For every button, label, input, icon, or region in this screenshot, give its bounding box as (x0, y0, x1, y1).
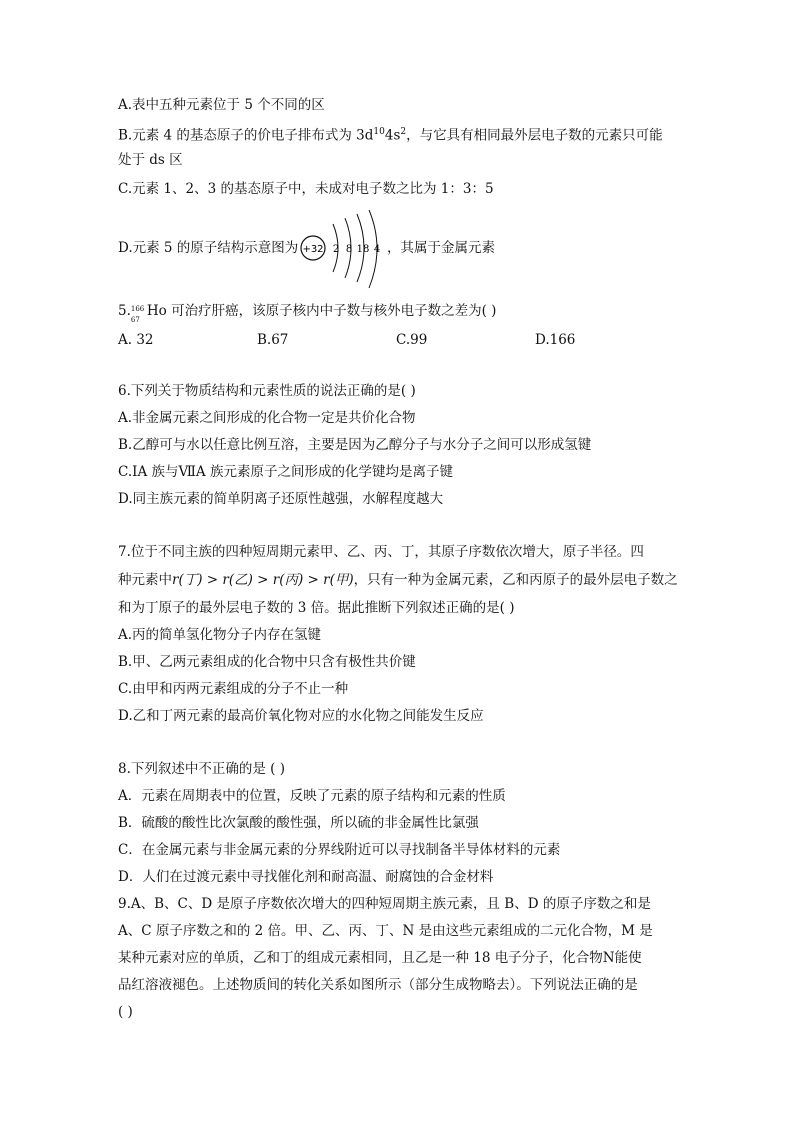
q4-option-d-suffix: ，其属于金属元素 (387, 240, 495, 256)
q6-option-d: D.同主族元素的简单阴离子还原性越强，水解程度越大 (118, 491, 444, 507)
isotope-notation (130, 301, 147, 324)
shell-electrons-4: 4 (373, 244, 381, 255)
q7-stem-line-2 (118, 570, 678, 590)
q5-stem-text: 可治疗肝癌，该原子核内中子数与核外电子数之差为( ) (166, 303, 497, 319)
q5-option-a: A. 32 (118, 332, 154, 348)
q9-stem-line-2: A、C 原子序数之和的 2 倍。甲、乙、丙、丁、N 是由这些元素组成的二元化合物，M 是 (118, 923, 653, 939)
q5-option-b: B.67 (257, 332, 289, 348)
q9-stem-line-4: 品红溶液褪色。上述物质间的转化关系如图所示（部分生成物略去）。下列说法正确的是 (118, 977, 638, 993)
q7-stem-line-1: 7.位于不同主族的四种短周期元素甲、乙、丙、丁，其原子序数依次增大，原子半径。四 (118, 544, 644, 560)
q7-option-b: B.甲、乙两元素组成的化合物中只含有极性共价键 (118, 654, 416, 670)
q6-option-a: A.非金属元素之间形成的化合物一定是共价化合物 (118, 410, 416, 426)
shell-electrons-3: 18 (356, 244, 370, 255)
mass-number: 166 (130, 305, 145, 313)
q4-option-d-prefix: D.元素 5 的原子结构示意图为 (118, 240, 299, 256)
q9-stem-line-1: 9.A、B、C、D 是原子序数依次增大的四种短周期主族元素，且 B、D 的原子序数之和是 (118, 896, 651, 912)
q7-stem-text: ，只有一种为金属元素，乙和丙原子的最外层电子数之 (353, 572, 678, 588)
q9-stem-line-5: ( ) (118, 1004, 133, 1020)
q7-option-c: C.由甲和丙两元素组成的分子不止一种 (118, 681, 349, 697)
q8-stem: 8.下列叙述中不正确的是 ( ) (118, 761, 285, 777)
q4-option-c: C.元素 1、2、3 的基态原子中，未成对电子数之比为 1：3：5 (118, 181, 494, 197)
q7-stem-line-3: 和为丁原子的最外层电子数的 3 倍。据此推断下列叙述正确的是( ) (118, 600, 515, 616)
question-number: 5. (118, 303, 131, 319)
q8-option-d: D．人们在过渡元素中寻找催化剂和耐高温、耐腐蚀的合金材料 (118, 869, 494, 885)
q5-option-c: C.99 (396, 332, 428, 348)
q6-option-b: B.乙醇可与水以任意比例互溶，主要是因为乙醇分子与水分子之间可以形成氢键 (118, 437, 592, 453)
q6-stem: 6.下列关于物质结构和元素性质的说法正确的是( ) (118, 383, 416, 399)
radius-inequality: r(丁) > r(乙) > r(丙) > r(甲) (172, 572, 354, 588)
q7-option-a: A.丙的简单氢化物分子内存在氢键 (118, 627, 322, 643)
q4-option-b (118, 122, 663, 146)
superscript: 10 (373, 127, 385, 137)
q4-option-b-text: ，与它具有相同最外层电子数的元素只可能 (406, 127, 663, 144)
element-symbol: Ho (146, 303, 167, 319)
atomic-number: 67 (130, 316, 140, 324)
q8-option-c: C．在金属元素与非金属元素的分界线附近可以寻找制备半导体材料的元素 (118, 842, 561, 858)
nucleus-charge: +32 (302, 244, 324, 255)
superscript: 2 (400, 127, 407, 137)
q5-stem (118, 301, 497, 324)
q7-option-d: D.乙和丁两元素的最高价氧化物对应的水化物之间能发生反应 (118, 708, 484, 724)
q6-option-c: C.ⅠA 族与ⅦA 族元素原子之间形成的化学键均是离子键 (118, 464, 453, 480)
q9-stem-line-3: 某种元素对应的单质，乙和丁的组成元素相同，且乙是一种 18 电子分子，化合物N能使 (118, 950, 642, 966)
q7-stem-text: 种元素中 (118, 572, 172, 588)
q4-option-b-text: 4s (384, 127, 401, 144)
q5-options (118, 330, 678, 350)
q8-option-a: A．元素在周期表中的位置，反映了元素的原子结构和元素的性质 (118, 788, 506, 804)
q4-option-b-continued: 处于 ds 区 (118, 152, 183, 168)
atom-structure-diagram (297, 210, 383, 290)
q5-option-d: D.166 (535, 332, 576, 348)
q4-option-a: A.表中五种元素位于 5 个不同的区 (118, 97, 325, 113)
shell-electrons-2: 8 (345, 244, 353, 255)
shell-electrons-1: 2 (332, 244, 340, 255)
q8-option-b: B．硫酸的酸性比次氯酸的酸性强，所以硫的非金属性比氯强 (118, 815, 479, 831)
q4-option-b-text: B.元素 4 的基态原子的价电子排布式为 3d (118, 127, 374, 144)
